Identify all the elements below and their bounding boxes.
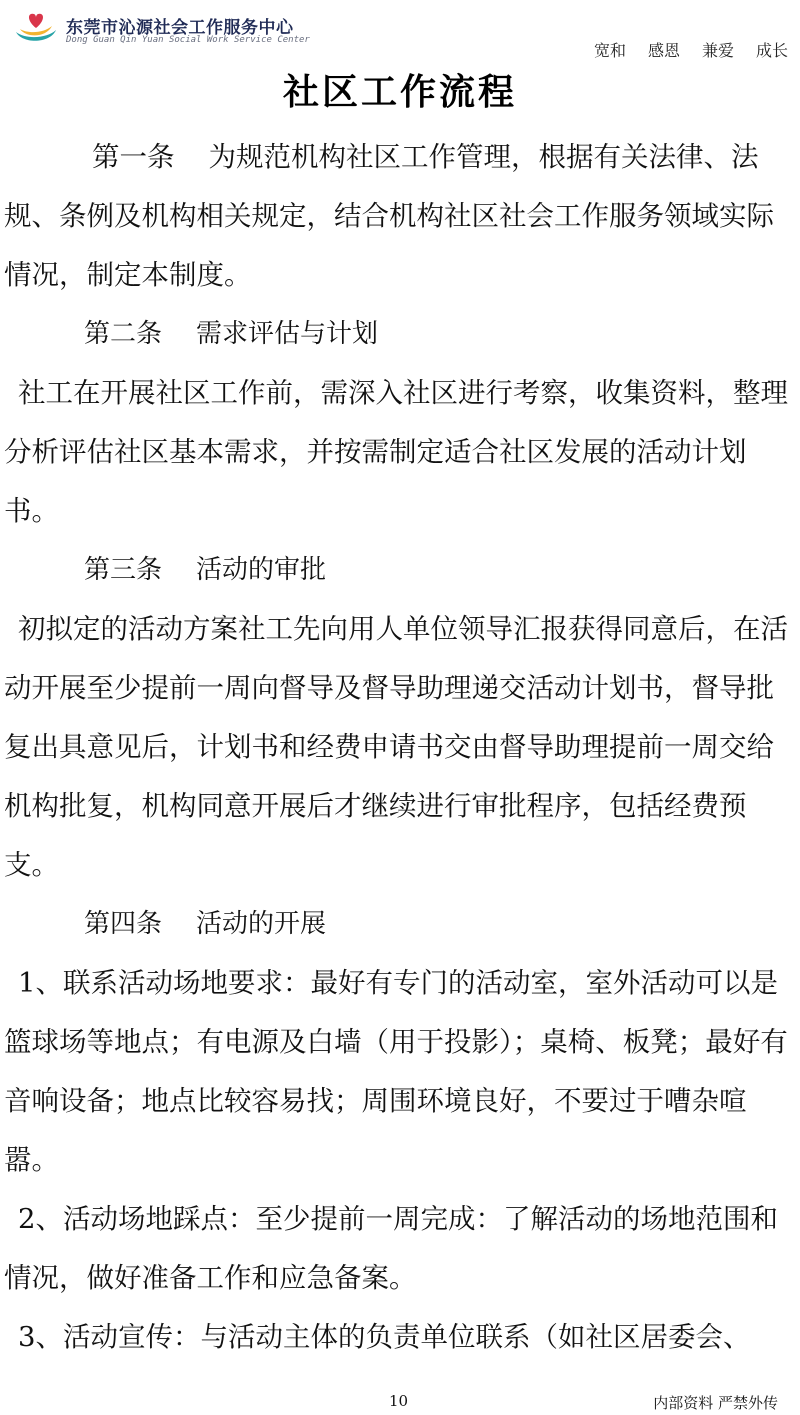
section-heading	[4, 895, 792, 954]
value-item: 兼爱	[701, 41, 734, 60]
article-label: 第一条	[92, 141, 175, 173]
body-paragraph: 1、联系活动场地要求：最好有专门的活动室，室外活动可以是篮球场等地点；有电源及白墙（用于投影）；桌椅、板凳；最好有音响设备；地点比较容易找；周围环境良好，不要过于嘈杂喧嚣。	[4, 967, 788, 1176]
section-heading-text: 活动的开展	[196, 909, 327, 939]
article-label: 第三条	[84, 555, 163, 585]
article-label: 第二条	[84, 319, 163, 349]
document-footer	[0, 1388, 800, 1415]
body-paragraph: 2、活动场地踩点：至少提前一周完成：了解活动的场地范围和情况，做好准备工作和应急备案。	[4, 1203, 778, 1294]
value-item: 感恩	[647, 41, 680, 60]
body-paragraph: 初拟定的活动方案社工先向用人单位领导汇报获得同意后，在活动开展至少提前一周向督导及督导助理递交活动计划书，督导批复出具意见后，计划书和经费申请书交由督导助理提前一周交给机构批复，机构同意开展后才继续进行审批程序，包括经费预支。	[4, 613, 788, 881]
document-header	[0, 0, 800, 70]
section-heading-text: 需求评估与计划	[196, 319, 379, 349]
article-1	[4, 128, 792, 305]
body-paragraph: 社工在开展社区工作前，需深入社区进行考察，收集资料，整理分析评估社区基本需求，并按需制定适合社区发展的活动计划书。	[4, 377, 788, 527]
org-logo-icon	[12, 10, 60, 46]
document-body	[4, 128, 792, 1367]
org-values	[594, 38, 788, 61]
value-item: 宽和	[593, 41, 626, 60]
article-label: 第四条	[84, 909, 163, 939]
org-name-cn: 东莞市沁源社会工作服务中心	[66, 18, 294, 38]
section-heading	[4, 541, 792, 600]
page-title: 社区工作流程	[282, 71, 517, 113]
body-paragraph: 3、活动宣传：与活动主体的负责单位联系（如社区居委会、	[18, 1321, 751, 1353]
page-number: 10	[389, 1392, 409, 1410]
confidentiality-notice: 内部资料 严禁外传	[653, 1394, 778, 1412]
value-item: 成长	[755, 41, 788, 60]
section-heading	[4, 305, 792, 364]
org-name-en: Dong Guan Qin Yuan Social Work Service Center	[66, 35, 310, 45]
section-heading-text: 活动的审批	[196, 555, 327, 585]
article-text: 为规范机构社区工作管理，根据有关法律、法规、条例及机构相关规定，结合机构社区社会工作服务领域实际情况，制定本制度。	[4, 141, 774, 291]
